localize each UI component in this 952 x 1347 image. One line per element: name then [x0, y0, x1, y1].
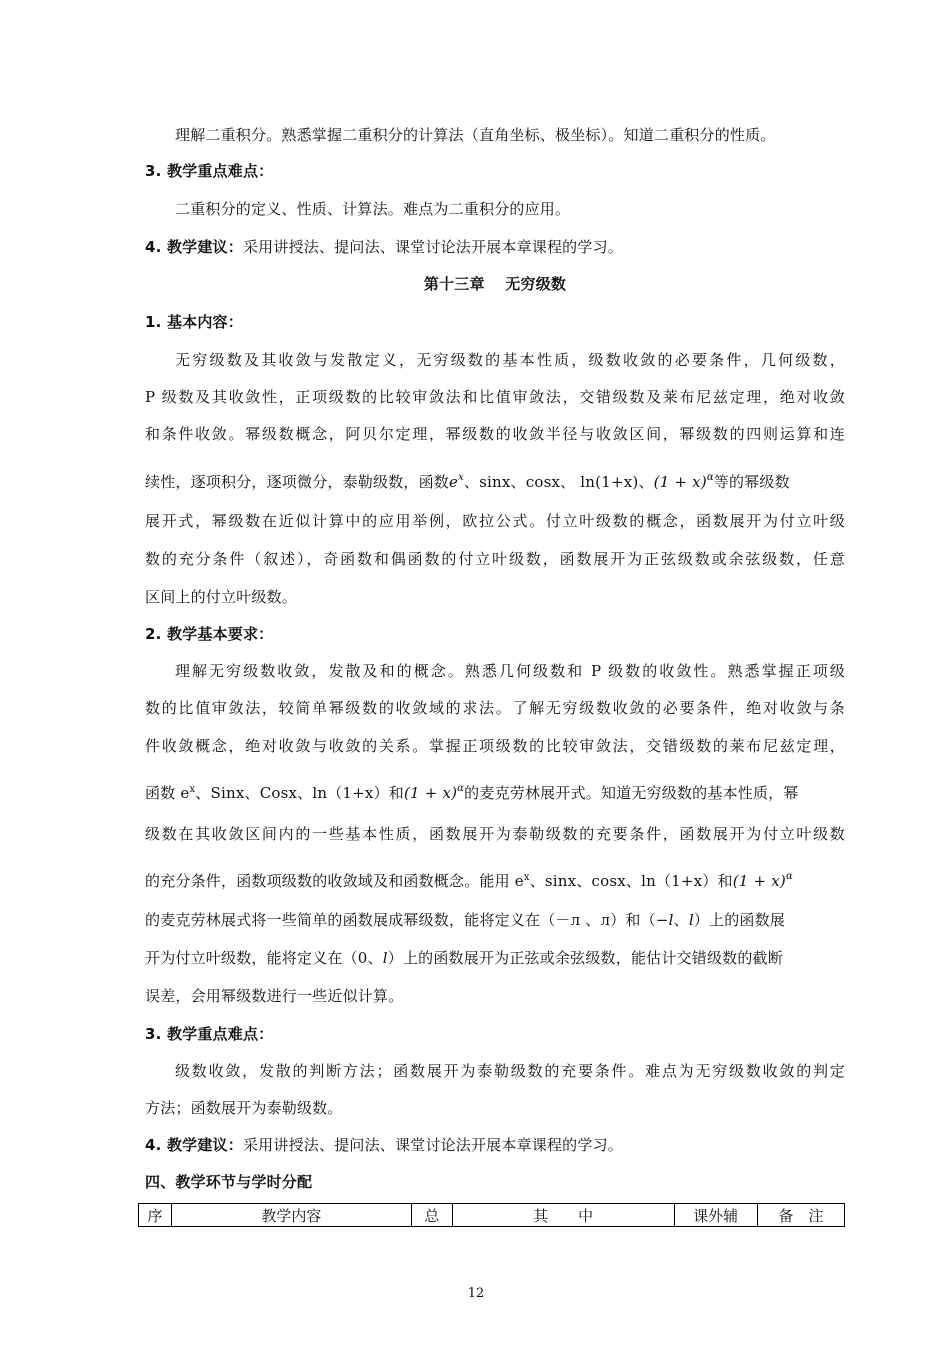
section-text: 采用讲授法、提问法、课堂讨论法开展本章课程的学习。 — [242, 1136, 623, 1154]
math-base: (1 + x) — [732, 872, 786, 890]
paragraph-line — [145, 948, 845, 968]
table-header-cell: 其 中 — [452, 1204, 674, 1227]
math-exponent: x — [523, 872, 530, 883]
text-run: ）上的函数展 — [693, 911, 786, 929]
paragraph-line: 区间上的付立叶级数。 — [145, 588, 298, 606]
section-label: 4. 教学建议： — [145, 238, 243, 256]
math-symbol: l — [688, 911, 694, 929]
paragraph-line — [145, 468, 845, 492]
paragraph-line — [145, 867, 845, 891]
paragraph-line — [145, 1135, 845, 1155]
table-header-cell: 教学内容 — [172, 1204, 412, 1227]
text-run: 的麦克劳林展式将一些简单的函数展成幂级数，能将定义在（－л 、л）和（ — [145, 911, 656, 929]
paragraph-line: 无穷级数及其收敛与发散定义，无穷级数的基本性质，级数收敛的必要条件，几何级数， — [175, 351, 845, 369]
section-text: 采用讲授法、提问法、课堂讨论法开展本章课程的学习。 — [242, 238, 623, 256]
math-exponent: x — [189, 784, 196, 795]
text-run: 、Sinx、Cosx、ln（1+x）和 — [195, 784, 404, 802]
paragraph-line: 数的充分条件（叙述），奇函数和偶函数的付立叶级数，函数展开为正弦级数或余弦级数，任意 — [145, 550, 845, 568]
math-e-pow-x — [449, 473, 464, 491]
math-exponent: α — [706, 472, 714, 483]
table-header-cell: 备 注 — [757, 1204, 844, 1227]
paragraph-line — [145, 237, 845, 257]
math-base: e — [449, 473, 459, 491]
paragraph-line: 方法；函数展开为泰勒级数。 — [145, 1099, 343, 1117]
math-exponent: α — [785, 871, 793, 882]
section-heading: 四、教学环节与学时分配 — [145, 1173, 313, 1191]
paragraph-line: 展开式，幂级数在近似计算中的应用举例，欧拉公式。付立叶级数的概念，函数展开为付立叶级 — [145, 512, 845, 530]
text-run: 、 — [673, 911, 689, 929]
math-base: (1 + x) — [653, 473, 707, 491]
paragraph-line — [145, 779, 845, 803]
math-base: (1 + x) — [404, 784, 458, 802]
section-heading: 3. 教学重点难点： — [145, 162, 274, 180]
section-heading: 3. 教学重点难点： — [145, 1025, 274, 1043]
table-header-cell: 课外辅 — [674, 1204, 757, 1227]
math-one-plus-x-pow-alpha — [733, 872, 793, 890]
paragraph-line: 级数在其收敛区间内的一些基本性质，函数展开为泰勒级数的充要条件，函数展开为付立叶级数 — [145, 825, 845, 843]
math-symbol: l — [382, 949, 388, 967]
section-heading: 1. 基本内容： — [145, 313, 243, 331]
paragraph-line: 级数收敛，发散的判断方法；函数展开为泰勒级数的充要条件。难点为无穷级数收敛的判定 — [175, 1062, 845, 1080]
table-header-cell: 序 — [139, 1204, 172, 1227]
text-run: 的充分条件，函数项级数的收敛域及和函数概念。能用 e — [145, 872, 524, 890]
text-run: ）上的函数展开为正弦或余弦级数，能估计交错级数的截断 — [387, 949, 783, 967]
paragraph-line: 理解二重积分。熟悉掌握二重积分的计算法（直角坐标、极坐标）。知道二重积分的性质。 — [175, 126, 776, 144]
schedule-table — [138, 1203, 845, 1227]
table-header-row — [139, 1204, 845, 1227]
paragraph-line: 误差，会用幂级数进行一些近似计算。 — [145, 987, 404, 1005]
table-header-cell: 总 — [411, 1204, 452, 1227]
page-number: 12 — [467, 1286, 485, 1301]
math-symbol: −l — [655, 911, 674, 929]
paragraph-line: 件收敛概念，绝对收敛与收敛的关系。掌握正项级数的比较审敛法，交错级数的莱布尼兹定理， — [145, 737, 845, 755]
text-run: 的麦克劳林展开式。知道无穷级数的基本性质，幂 — [464, 784, 799, 802]
text-run: 函数 e — [145, 784, 190, 802]
math-one-plus-x-pow-alpha — [654, 473, 714, 491]
math-exponent: x — [458, 472, 464, 483]
text-run: 、sinx、cosx、ln（1+x）和 — [529, 872, 733, 890]
section-heading: 2. 教学基本要求： — [145, 625, 274, 643]
chapter-title: 第十三章 无穷级数 — [423, 275, 567, 293]
paragraph-line — [145, 910, 845, 930]
math-one-plus-x-pow-alpha — [404, 784, 464, 802]
math-exponent: α — [457, 783, 465, 794]
paragraph-line: 二重积分的定义、性质、计算法。难点为二重积分的应用。 — [175, 200, 571, 218]
text-run: 、sinx、cosx、 ln(1+x)、 — [463, 473, 654, 491]
paragraph-line: 理解无穷级数收敛，发散及和的概念。熟悉几何级数和 P 级数的收敛性。熟悉掌握正项级 — [175, 662, 845, 680]
text-run: 等的幂级数 — [713, 473, 790, 491]
paragraph-line: 数的比值审敛法，较简单幂级数的收敛域的求法。了解无穷级数收敛的必要条件，绝对收敛与条 — [145, 699, 845, 717]
paragraph-line: P 级数及其收敛性，正项级数的比较审敛法和比值审敛法，交错级数及莱布尼兹定理，绝对收敛 — [145, 388, 845, 406]
text-run: 开为付立叶级数，能将定义在（0、 — [145, 949, 383, 967]
text-run: 续性，逐项积分，逐项微分，泰勒级数，函数 — [145, 473, 450, 491]
section-label: 4. 教学建议： — [145, 1136, 243, 1154]
paragraph-line: 和条件收敛。幂级数概念，阿贝尔定理，幂级数的收敛半径与收敛区间，幂级数的四则运算和连 — [145, 425, 845, 443]
